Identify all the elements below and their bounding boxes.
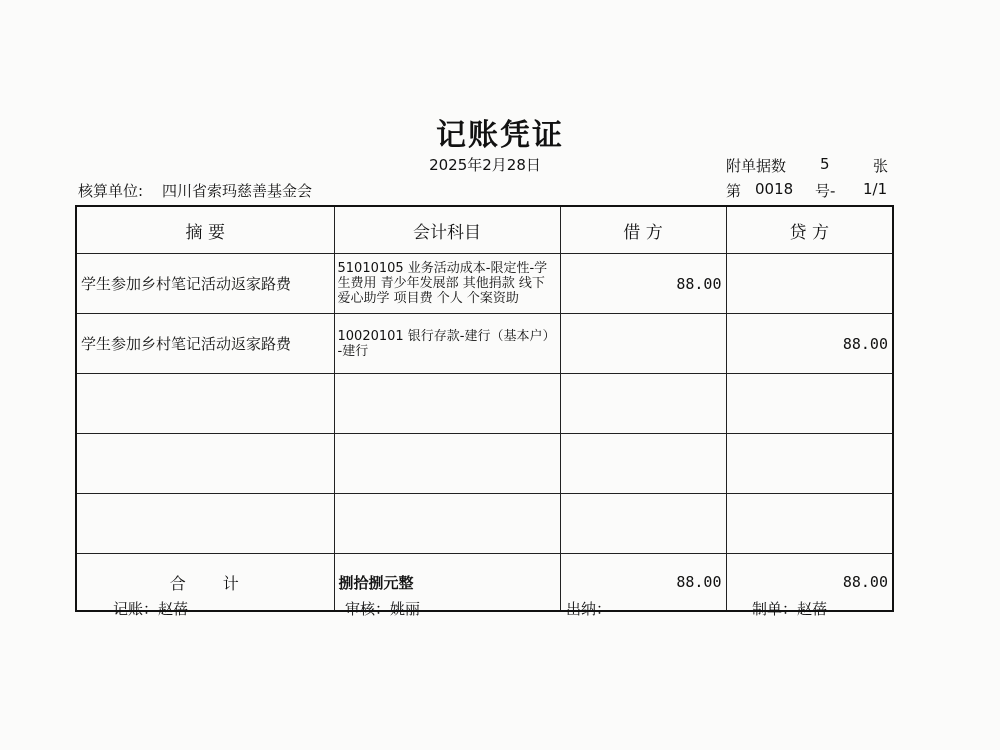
voucher-number-prefix: 第: [726, 182, 742, 200]
entry-credit: [726, 374, 893, 434]
entry-debit: [560, 314, 726, 374]
voucher-page-count: 1/1: [863, 180, 888, 198]
column-header-account: 会计科目: [334, 206, 560, 254]
signature-reviewer: 审核：姚丽: [345, 600, 421, 618]
column-header-credit: 贷 方: [726, 206, 893, 254]
voucher-number: 0018: [755, 180, 794, 198]
table-row: [76, 494, 893, 554]
entry-summary: [76, 374, 334, 434]
unit-name: 四川省索玛慈善基金会: [162, 182, 313, 200]
attachments-unit: 张: [873, 157, 889, 175]
table-row: [76, 374, 893, 434]
entry-account: [334, 374, 560, 434]
entry-debit: 88.00: [560, 254, 726, 314]
signature-bookkeeper: 记账：赵蓓: [113, 600, 189, 618]
entry-credit: [726, 434, 893, 494]
entry-credit: 88.00: [726, 314, 893, 374]
table-row: [76, 254, 893, 314]
total-debit: 88.00: [560, 554, 726, 612]
entry-summary: 学生参加乡村笔记活动返家路费: [76, 254, 334, 314]
total-label: 合 计: [76, 554, 334, 612]
entry-account: [334, 494, 560, 554]
entry-summary: [76, 434, 334, 494]
voucher-number-suffix: 号-: [815, 182, 836, 200]
entry-account: 10020101 银行存款-建行（基本户）-建行: [334, 314, 560, 374]
entry-summary: 学生参加乡村笔记活动返家路费: [76, 314, 334, 374]
total-credit: 88.00: [726, 554, 893, 612]
column-header-debit: 借 方: [560, 206, 726, 254]
voucher-date: 2025年2月28日: [429, 156, 541, 174]
entry-credit: [726, 494, 893, 554]
voucher-title: 记账凭证: [436, 118, 564, 153]
attachments-label: 附单据数: [726, 157, 787, 175]
unit-label: 核算单位:: [78, 182, 144, 200]
voucher-table: [75, 205, 894, 612]
table-header-row: [76, 206, 893, 254]
entry-summary: [76, 494, 334, 554]
table-row: [76, 434, 893, 494]
entry-debit: [560, 374, 726, 434]
entry-account: [334, 434, 560, 494]
entry-credit: [726, 254, 893, 314]
entry-debit: [560, 434, 726, 494]
signature-cashier: 出纳：: [566, 600, 612, 618]
attachments-count: 5: [820, 155, 830, 173]
column-header-summary: 摘 要: [76, 206, 334, 254]
entry-debit: [560, 494, 726, 554]
entry-account: 51010105 业务活动成本-限定性-学生费用 青少年发展部 其他捐款 线下爱心助学 项目费 个人 个案资助: [334, 254, 560, 314]
total-amount-in-words: 捌拾捌元整: [334, 554, 560, 612]
table-row: [76, 314, 893, 374]
signature-preparer: 制单：赵蓓: [752, 600, 828, 618]
